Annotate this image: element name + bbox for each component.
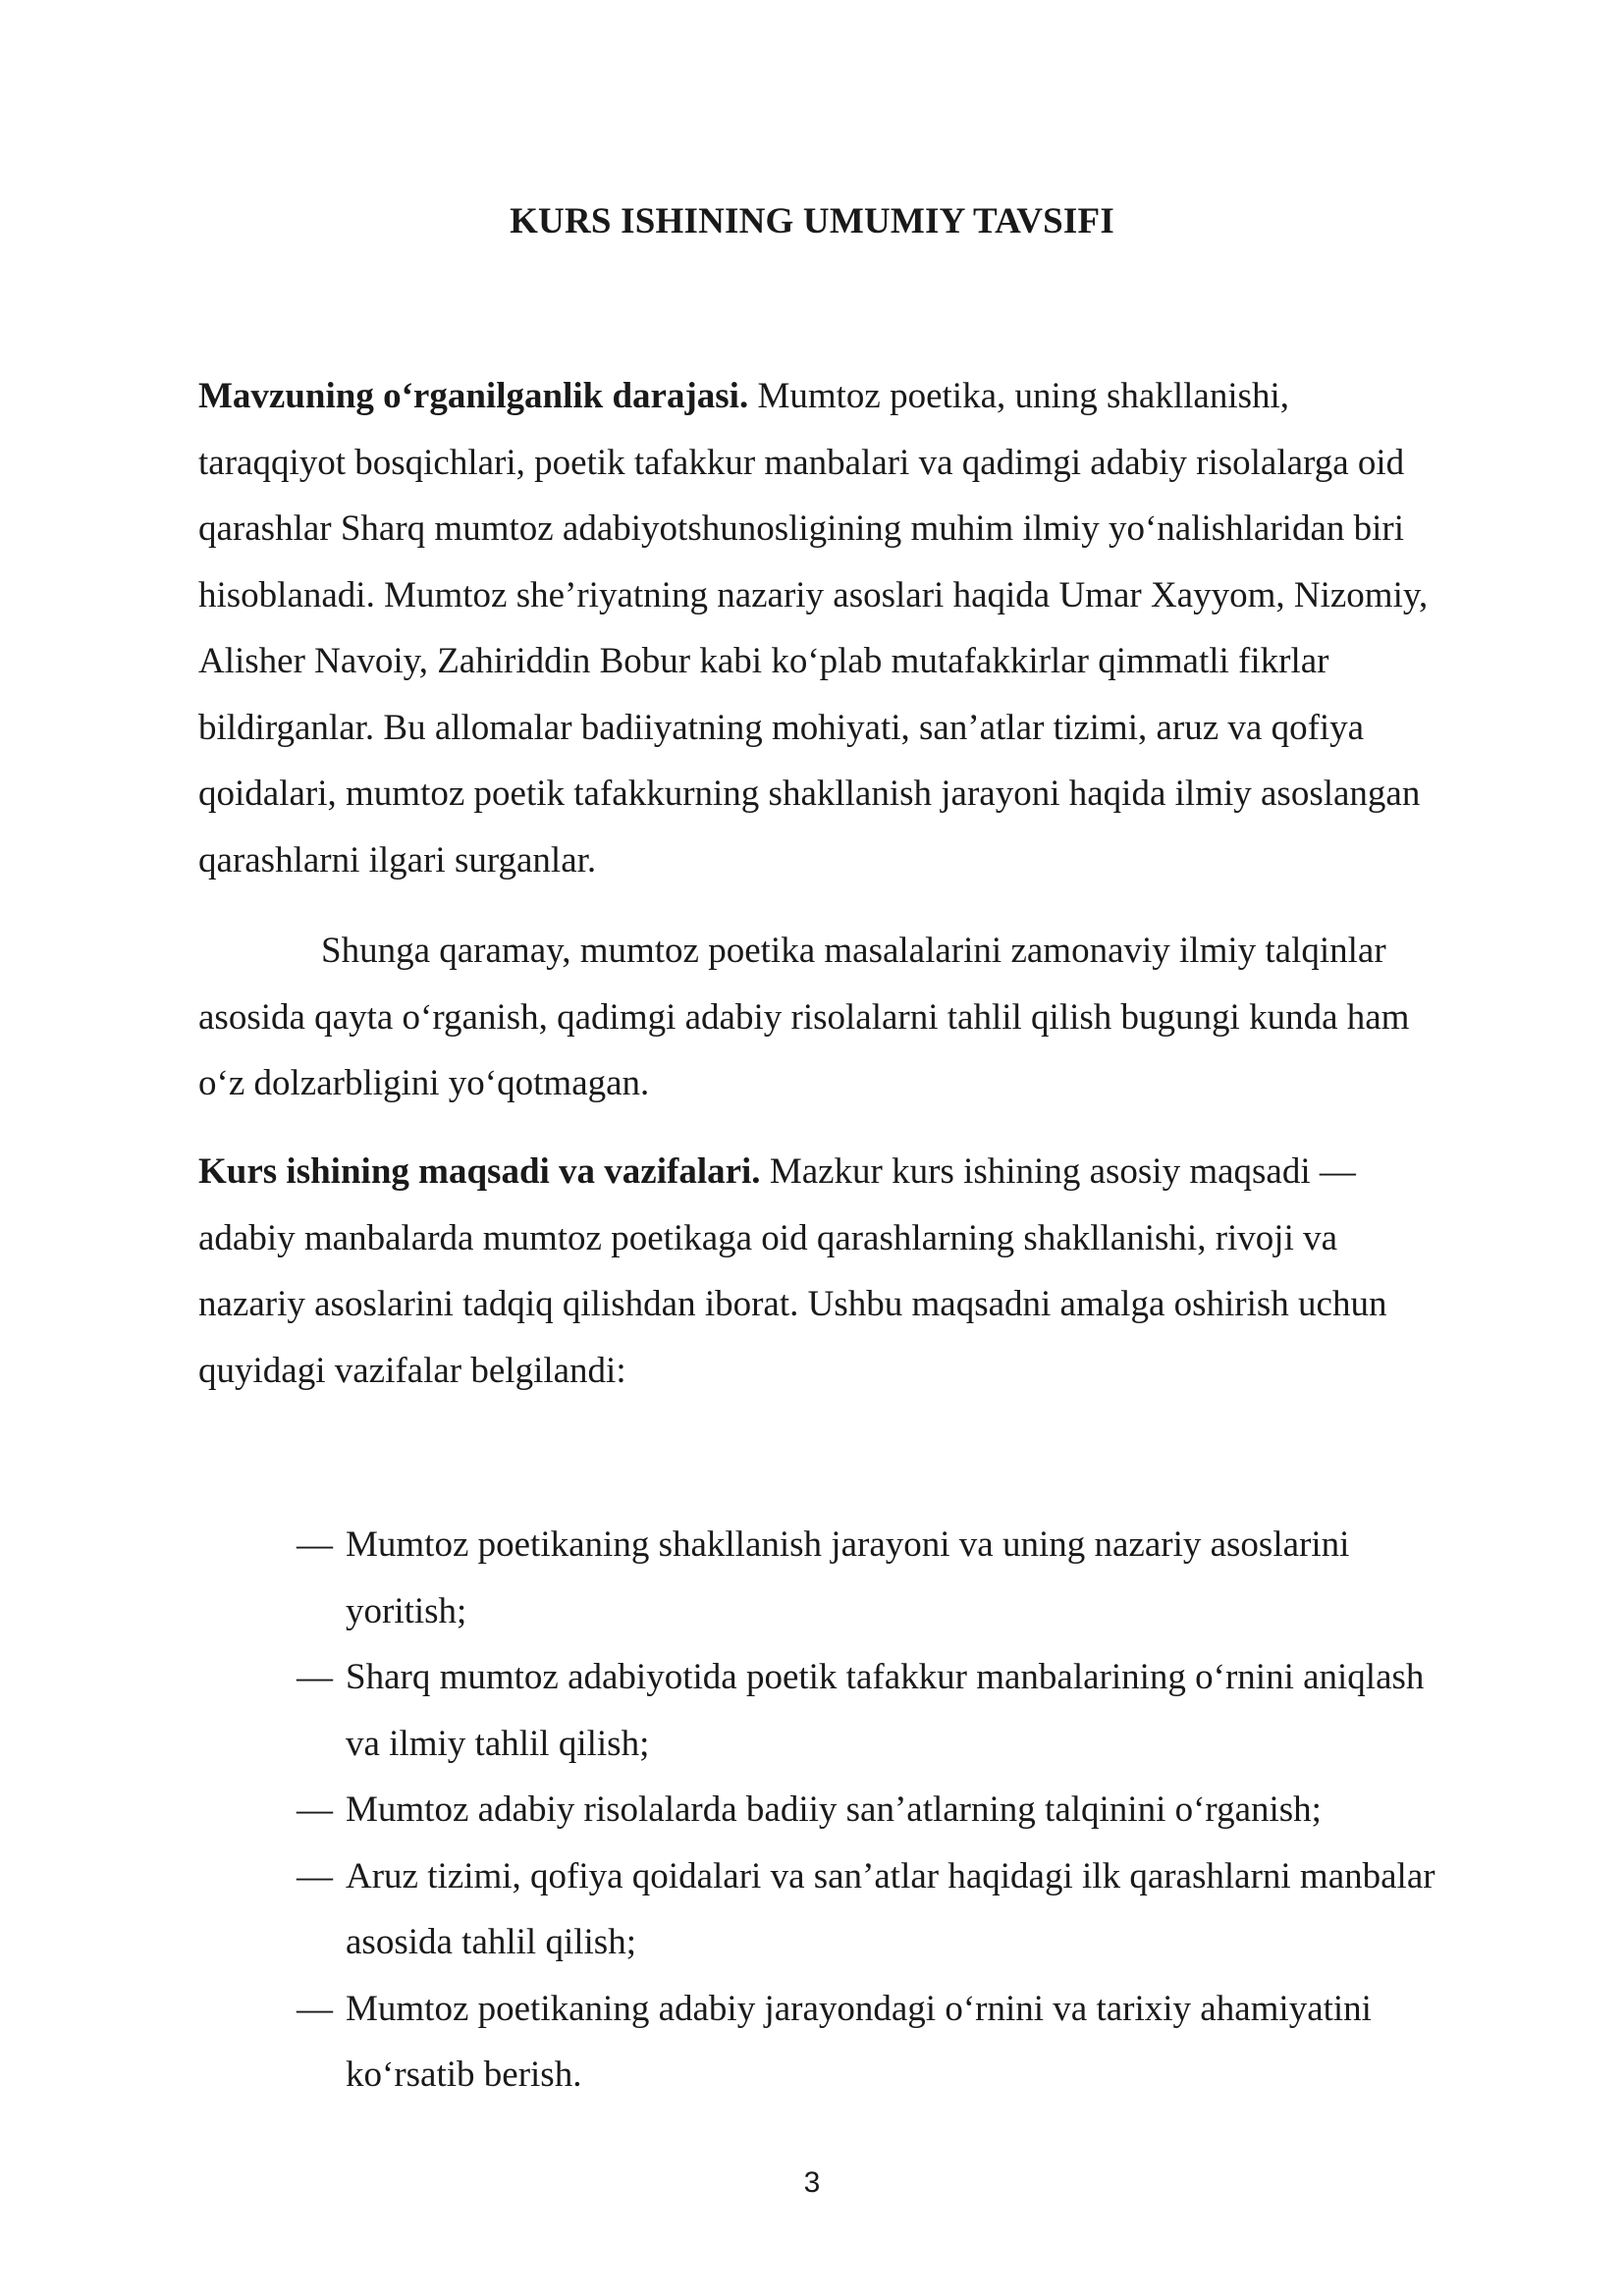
list-dash: — <box>297 1789 333 1830</box>
list-dash: — <box>297 1657 333 1697</box>
list-item <box>297 1644 1445 1777</box>
paragraph-lead: Mavzuning o‘rganilganlik darajasi. <box>198 376 749 416</box>
list-item-text: Sharq mumtoz adabiyotida poetik tafakkur manbalarining o‘rnini aniqlash va ilmiy tahlil qilish; <box>346 1657 1425 1764</box>
paragraph-relevance <box>198 918 1435 1117</box>
list-item <box>297 1777 1445 1843</box>
list-dash: — <box>297 1988 333 2029</box>
list-item <box>297 1976 1445 2109</box>
paragraph-text: Shunga qaramay, mumtoz poetika masalalarini zamonaviy ilmiy talqinlar asosida qayta o‘rganish, qadimgi adabiy risolalarni tahlil qilish bugungi kunda ham o‘z dolzarbligini yo‘qotmagan. <box>198 931 1410 1103</box>
list-item <box>297 1843 1445 1976</box>
paragraph-lead: Kurs ishining maqsadi va vazifalari. <box>198 1151 761 1192</box>
paragraph-goals <box>198 1139 1435 1404</box>
paragraph-study-level <box>198 363 1435 893</box>
page-number: 3 <box>803 2166 821 2199</box>
paragraph-text: Mazkur kurs ishining asosiy maqsadi — adabiy manbalarda mumtoz poetikaga oid qarashlarning shakllanishi, rivoji va nazariy asoslarini tadqiq qilishdan iborat. Ushbu maqsadni amalga oshirish uchun quyidagi vazifalar belgilandi: <box>198 1151 1387 1391</box>
list-item-text: Mumtoz poetikaning adabiy jarayondagi o‘rnini va tarixiy ahamiyatini ko‘rsatib berish. <box>346 1988 1372 2095</box>
list-dash: — <box>297 1855 333 1896</box>
list-item-text: Mumtoz adabiy risolalarda badiiy san’atlarning talqinini o‘rganish; <box>346 1789 1322 1830</box>
list-dash: — <box>297 1524 333 1565</box>
list-item <box>297 1512 1445 1644</box>
list-item-text: Aruz tizimi, qofiya qoidalari va san’atlar haqidagi ilk qarashlarni manbalar asosida tahlil qilish; <box>346 1855 1435 1962</box>
page-title: KURS ISHINING UMUMIY TAVSIFI <box>510 201 1114 241</box>
paragraph-text: Mumtoz poetika, uning shakllanishi, taraqqiyot bosqichlari, poetik tafakkur manbalari va qadimgi adabiy risolalarga oid qarashlar Sharq mumtoz adabiyotshunosligining muhim ilmiy yo‘nalishlaridan biri hisoblanadi. Mumtoz she’riyatning nazariy asoslari haqida Umar Xayyom, Nizomiy, Alisher Navoiy, Zahiriddin Bobur kabi ko‘plab mutafakkirlar qimmatli fikrlar bildirganlar. Bu allomalar badiiyatning mohiyati, san’atlar tizimi, aruz va qofiya qoidalari, mumtoz poetik tafakkurning shakllanish jarayoni haqida ilmiy asoslangan qarashlarni ilgari surganlar. <box>198 376 1429 881</box>
task-list <box>297 1512 1445 2109</box>
list-item-text: Mumtoz poetikaning shakllanish jarayoni va uning nazariy asoslarini yoritish; <box>346 1524 1350 1631</box>
